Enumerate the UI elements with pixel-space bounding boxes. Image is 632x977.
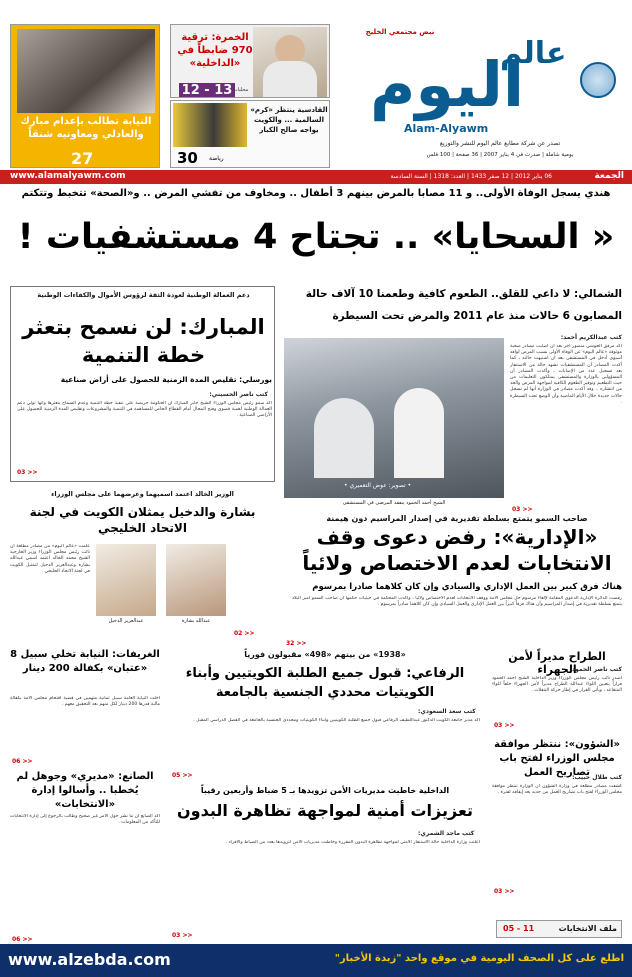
police-headline: الطراح مديراً لأمن الجهراء (508, 650, 606, 676)
lead-bullet-2: المصابون 6 حالات منذ عام 2011 والمرض تحت السيطرة (332, 310, 622, 322)
students-body: أكد مدير جامعة الكويت الدكتور عبداللطيف الرفاعي قبول جميع الطلبة الكويتيين وأبناء الكويتيات ومحددي الجنسية بالجامعة في الفصل الدراسي المقبل . (193, 718, 480, 723)
shura-more[interactable]: << 03 (494, 888, 515, 895)
promo-local-title: الخمرة: ترقية 970 ضابطاً في «الداخلية» (177, 32, 253, 69)
promo-sports-page: 30 (177, 149, 198, 167)
gulf-kicker: الوزير الخالد اعتمد اسميهما وعرضهما على مجلس الوزراء (51, 490, 234, 498)
footer-text: اطلع على كل الصحف اليومية في موقع واحد "زبدة الأخبار" (334, 953, 624, 964)
promo-mubarak[interactable] (10, 24, 160, 168)
shura-headline: «الشؤون»: ننتظر موافقة مجلس الوزراء لفتح باب تصاريح العمل (494, 739, 620, 778)
gulf-photo-1 (96, 544, 156, 616)
date-bar (0, 170, 632, 184)
students-kicker: «1938» من بينهم «498» مقبولون فورياً (244, 650, 406, 659)
saneh-body: أكد الصانع أن ما نشر حول الأمر غير صحيح وطالب بالرجوع إلى إدارة الانتخابات للتأكد من المعلومات . (10, 814, 160, 826)
gulf-caption-1: عبدالله بشارة (181, 618, 211, 624)
mubarak-more[interactable]: << 03 (17, 469, 38, 476)
promo-mubarak-photo (17, 29, 155, 113)
masthead-small-title: عالم (500, 36, 567, 71)
students-more[interactable]: << 05 (172, 772, 193, 779)
slogan: نبض مجتمعي الخليج (365, 28, 435, 36)
elections-file-badge[interactable] (496, 920, 622, 938)
promo-sports-photo (173, 103, 247, 147)
shura-byline: كتب طلال حبيب: (572, 774, 622, 781)
bidoon-headline: تعزيزات أمنية لمواجهة تظاهرة البدون (177, 801, 473, 820)
bidoon-byline: كتب ماجد الشمري: (418, 830, 475, 837)
footer-url[interactable]: www.alzebda.com (8, 950, 171, 969)
bidoon-more[interactable]: << 03 (172, 932, 193, 939)
gulf-headline: بشارة والدخيل يمثلان الكويت في لجنة الاتحاد الخليجي (29, 505, 256, 535)
promo-local-pages: 12 - 13 (179, 83, 235, 98)
ghurifat-headline: الغريفات: النيابة تخلي سبيل 8 «عتبان» بكفالة 200 دينار (10, 649, 160, 674)
issue-line: يومية شاملة | صدرت في 4 يناير 2007 | 36 صفحة | 100 فلس (426, 152, 574, 158)
globe-icon (580, 62, 616, 98)
mubarak-bullet: بورسلي: تقليص المدة الزمنية للحصول على أراض صناعية (60, 375, 272, 384)
saneh-more[interactable]: << 06 (12, 936, 33, 943)
gulf-more[interactable]: << 02 (234, 630, 255, 637)
mubarak-byline: كتب ناصر الحسيني: (209, 391, 268, 398)
gulf-caption-2: عبدالعزيز الدخيل (108, 618, 144, 624)
masthead (340, 22, 625, 167)
promo-local-label: محليات (233, 87, 249, 93)
lead-headline: « السحايا» .. تجتاح 4 مستشفيات ! (17, 217, 615, 257)
lead-more[interactable]: << 03 (512, 506, 533, 513)
ghurifat-body: أخلت النيابة العامة سبيل ثمانية متهمين في قضية اقتحام مجلس الأمة بكفالة مالية قدرها 200 دينار لكل منهم بعد التحقيق معهم . (10, 696, 160, 708)
website-link[interactable]: www.alamalyawm.com (10, 171, 126, 181)
police-byline: كتب ناصر الحمود: (569, 666, 622, 673)
idaria-body: رفضت الدائرة الإدارية الدعوى المقامة لإلغاء مرسوم حل مجلس الأمة ووقف الانتخابات لعدم الاختصاص ولائياً ، وأكدت المحكمة في حيثيات حكمها أن صاحب السمو أمير البلاد يتمتع بسلطة تقديرية في إصدار المراسيم وأن هناك فرقاً كبيراً بين العمل الإداري والعمل السيادي وإن كان كلاهما صادراً بمرسوم . (292, 596, 622, 608)
ghurifat-more[interactable]: << 06 (12, 758, 33, 765)
masthead-title: اليوم (370, 48, 525, 121)
lead-photo-caption: الشيخ أحمد الحمود يتفقد المرضى في المستشفى (342, 500, 446, 506)
idaria-headline: «الإدارية»: رفض دعوى وقف الانتخابات لعدم الاختصاص ولائياً (302, 525, 612, 575)
lead-photo-credit: • تصوير: عوض التعميري • (344, 482, 412, 489)
idaria-kicker: صاحب السمو يتمتع بسلطة تقديرية في إصدار المراسيم دون هيمنة (326, 514, 588, 523)
promo-sports-label: رياضة (209, 155, 224, 162)
lead-bullet-1: الشمالي: لا داعي للقلق.. الطعوم كافية وطعمنا 10 آلاف حالة (305, 288, 622, 300)
date-line: 06 يناير 2012 | 12 صفر 1433 | العدد: 1318 | السنة السادسة (390, 173, 552, 180)
mubarak-story (10, 286, 275, 482)
lead-byline: كتب عبدالكريم أحمد: (560, 334, 622, 341)
day-badge: الجمعة (594, 171, 624, 181)
lead-photo (284, 338, 504, 498)
mubarak-headline: المبارك: لن نسمح بتعثر خطة التنمية (22, 315, 265, 367)
shura-body: كشفت مصادر مطلعة في وزارة الشؤون أن الوزارة تنتظر موافقة مجلس الوزراء لفتح باب تصاريح العمل من جديد بعد إيقافه لفترة . (492, 784, 622, 796)
police-more[interactable]: << 03 (494, 722, 515, 729)
ticker: هندي يسجل الوفاة الأولى.. و 11 مصابا بالمرض بينهم 3 أطفال .. ومخاوف من تفشي المرض .. و«الصحة» تتخبط وتتكتم (21, 188, 611, 199)
lead-body: أكد مرفق الحوشي منصور آخر بعد أن أصابت مصادر صحية موثوقة «عالم اليوم» عن الوفاة الأولى بسبب المرض لوافد آسيوي أدخل في المستشفى بعد أن اشتبهت حالته ، كما أكدت المصادر أن المستشفيات تشهد حالة من الاستنفار بعد تسجيل عدد من الإصابات ، وأكدت المصادر أن المسؤولين بالوزارة والمستشفى يمتلكون التعليمات من حيث التطعيم وتوفير الطعوم الكافية لمواجهة المرض والحد من انتشاره .. وقد أكدت مصادر في الوزارة أنها لم تسجل حالات جديدة خلال الأيام الماضية وأن الوضع تحت السيطرة . (510, 344, 622, 405)
gulf-body: علمت «عالم اليوم» من مصادر مطلعة أن نائب رئيس مجلس الوزراء وزير الخارجية الشيخ محمد الخالد اعتمد اسمي عبدالله بشارة وعبدالعزيز الدخيل لتمثيل الكويت في لجنة الاتحاد الخليجي . (10, 544, 90, 574)
promo-sports-title: القادسية ينتظر «كرم» السالمية ... والكويت يواجه صالح الكبار (250, 106, 328, 134)
elections-file-pages: 05 - 11 (503, 924, 535, 933)
elections-file-label: ملف الانتخابات (558, 924, 617, 933)
bidoon-kicker: الداخلية خاطبت مديريات الأمن تزويدها بـ 5 ضباط وأربعين رقيباً (200, 786, 450, 795)
students-headline: الرفاعي: قبول جميع الطلبة الكويتيين وأبناء الكويتيات محددي الجنسية بالجامعة (185, 666, 465, 700)
students-byline: كتب سعد السعودي: (418, 708, 476, 715)
publisher: تصدر عن شركة مطابع عالم اليوم للنشر والتوزيع (439, 140, 561, 147)
idaria-more[interactable]: << 32 (286, 640, 307, 647)
promo-sports[interactable] (170, 100, 330, 168)
promo-local[interactable] (170, 24, 330, 98)
idaria-bullet: هناك فرق كبير بين العمل الإداري والسيادي وإن كان كلاهما صادرا بمرسوم (312, 582, 622, 592)
footer-bar (0, 944, 632, 977)
saneh-headline: الصانع: «مديري» وجوهل لم يُخطبا .. وأسالوا إدارة «الانتخابات» (16, 771, 154, 810)
mubarak-body: أكد سمو رئيس مجلس الوزراء الشيخ جابر المبارك أن الحكومة حريصة على تنفيذ خطة التنمية وعدم السماح بتعثرها وأنها تولي دعم العمالة الوطنية أهمية قصوى وفتح المجال أمام القطاع الخاص للمساهمة في التنمية والمشروعات وتقليص المدة الزمنية للحصول على الأراضي الصناعية . (17, 401, 272, 419)
promo-mubarak-page: 27 (71, 149, 94, 168)
bidoon-body: أعلنت وزارة الداخلية حالة الاستنفار الأمني لمواجهة تظاهرة البدون المقررة وخاطبت مديريات الأمن لتزويدها بعدد من الضباط والأفراد . (225, 840, 480, 845)
promo-mubarak-headline: النيابة تطالب بإعدام مبارك والعادلي ومعاونيه شنقاً (20, 116, 152, 140)
police-body: أصدر نائب رئيس مجلس الوزراء وزير الداخلية الشيخ أحمد الحمود قراراً بتعيين اللواء عبدالله الطراح مديراً لأمن الجهراء خلفاً للواء المتقاعد ، ويأتي القرار في إطار حركة التنقلات . (492, 676, 622, 694)
promo-local-photo (253, 27, 327, 97)
masthead-en: Alam-Alyawm (404, 122, 489, 135)
mubarak-kicker: دعم العمالة الوطنية لعودة الثقة لرؤوس الأموال والكفاءات الوطنية (37, 291, 250, 299)
gulf-photo-2 (166, 544, 226, 616)
